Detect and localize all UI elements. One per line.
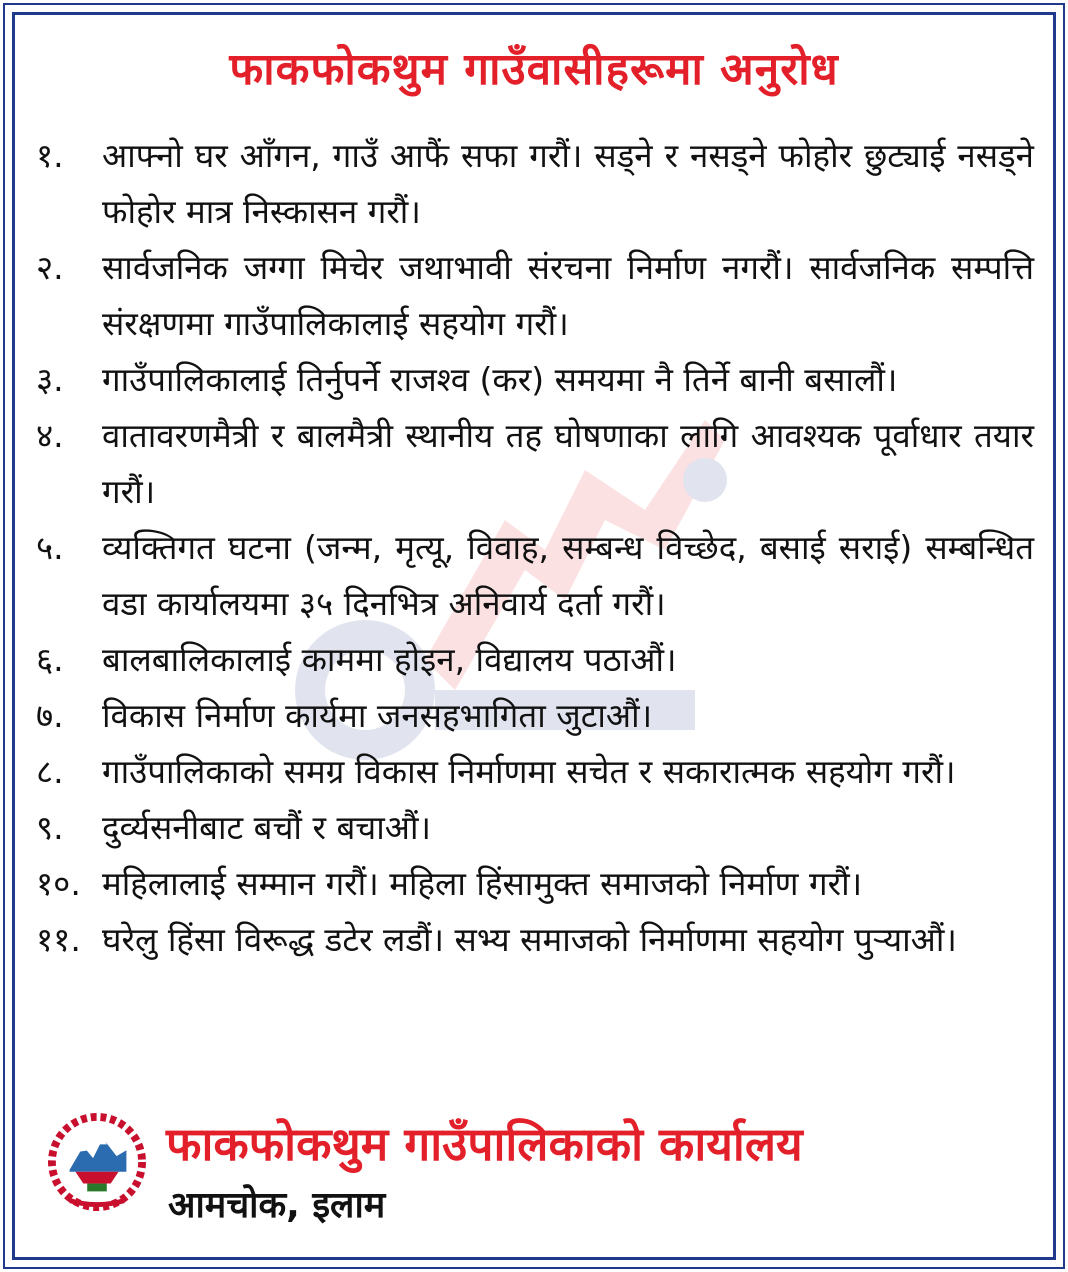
item-number: ८. <box>36 752 64 791</box>
item-number: ११. <box>36 920 81 959</box>
office-address: आमचोक, इलाम <box>168 1185 386 1226</box>
nepal-government-emblem-icon <box>48 1113 146 1211</box>
list-item <box>36 408 1034 520</box>
item-text: आफ्नो घर आँगन, गाउँ आफैं सफा गरौं। सड्ने र नसड्ने फोहोर छुट्याई नसड्ने फोहोर मात्र निस्कासन गरौं। <box>102 136 1034 231</box>
list-item <box>36 128 1034 240</box>
item-number: १०. <box>36 864 81 903</box>
list-item <box>36 856 1034 912</box>
request-list <box>36 128 1034 968</box>
list-item <box>36 912 1034 968</box>
item-text: विकास निर्माण कार्यमा जनसहभागिता जुटाऔं। <box>102 696 653 735</box>
item-text: गाउँपालिकाको समग्र विकास निर्माणमा सचेत र सकारात्मक सहयोग गरौं। <box>102 752 956 791</box>
item-number: ६. <box>36 640 64 679</box>
item-number: २. <box>36 248 64 287</box>
item-number: ७. <box>36 696 64 735</box>
list-item <box>36 240 1034 352</box>
item-text: सार्वजनिक जग्गा मिचेर जथाभावी संरचना निर्माण नगरौं। सार्वजनिक सम्पत्ति संरक्षणमा गाउँपालिकालाई सहयोग गरौं। <box>102 248 1034 343</box>
item-number: ९. <box>36 808 64 847</box>
list-item <box>36 352 1034 408</box>
list-item <box>36 688 1034 744</box>
item-text: दुर्व्यसनीबाट बचौं र बचाऔं। <box>102 808 432 847</box>
item-text: बालबालिकालाई काममा होइन, विद्यालय पठाऔं। <box>102 640 677 679</box>
list-item <box>36 744 1034 800</box>
page-title: फाकफोकथुम गाउँवासीहरूमा अनुरोध <box>229 44 839 95</box>
item-number: १. <box>36 136 64 175</box>
list-item <box>36 632 1034 688</box>
list-item <box>36 800 1034 856</box>
item-text: वातावरणमैत्री र बालमैत्री स्थानीय तह घोषणाका लागि आवश्यक पूर्वाधार तयार गरौं। <box>102 416 1034 511</box>
item-text: महिलालाई सम्मान गरौं। महिला हिंसामुक्त समाजको निर्माण गरौं। <box>102 864 863 903</box>
item-number: ५. <box>36 528 64 567</box>
item-number: ४. <box>36 416 64 455</box>
item-text: व्यक्तिगत घटना (जन्म, मृत्यू, विवाह, सम्बन्ध विच्छेद, बसाई सराई) सम्बन्धित वडा कार्यालयमा ३५ दिनभित्र अनिवार्य दर्ता गरौं। <box>102 528 1034 623</box>
item-number: ३. <box>36 360 64 399</box>
list-item <box>36 520 1034 632</box>
item-text: गाउँपालिकालाई तिर्नुपर्ने राजश्व (कर) समयमा नै तिर्ने बानी बसालौं। <box>102 360 898 399</box>
item-text: घरेलु हिंसा विरूद्ध डटेर लडौं। सभ्य समाजको निर्माणमा सहयोग पुर्‍याऔं। <box>102 920 957 959</box>
office-name: फाकफोकथुम गाउँपालिकाको कार्यालय <box>166 1117 803 1171</box>
